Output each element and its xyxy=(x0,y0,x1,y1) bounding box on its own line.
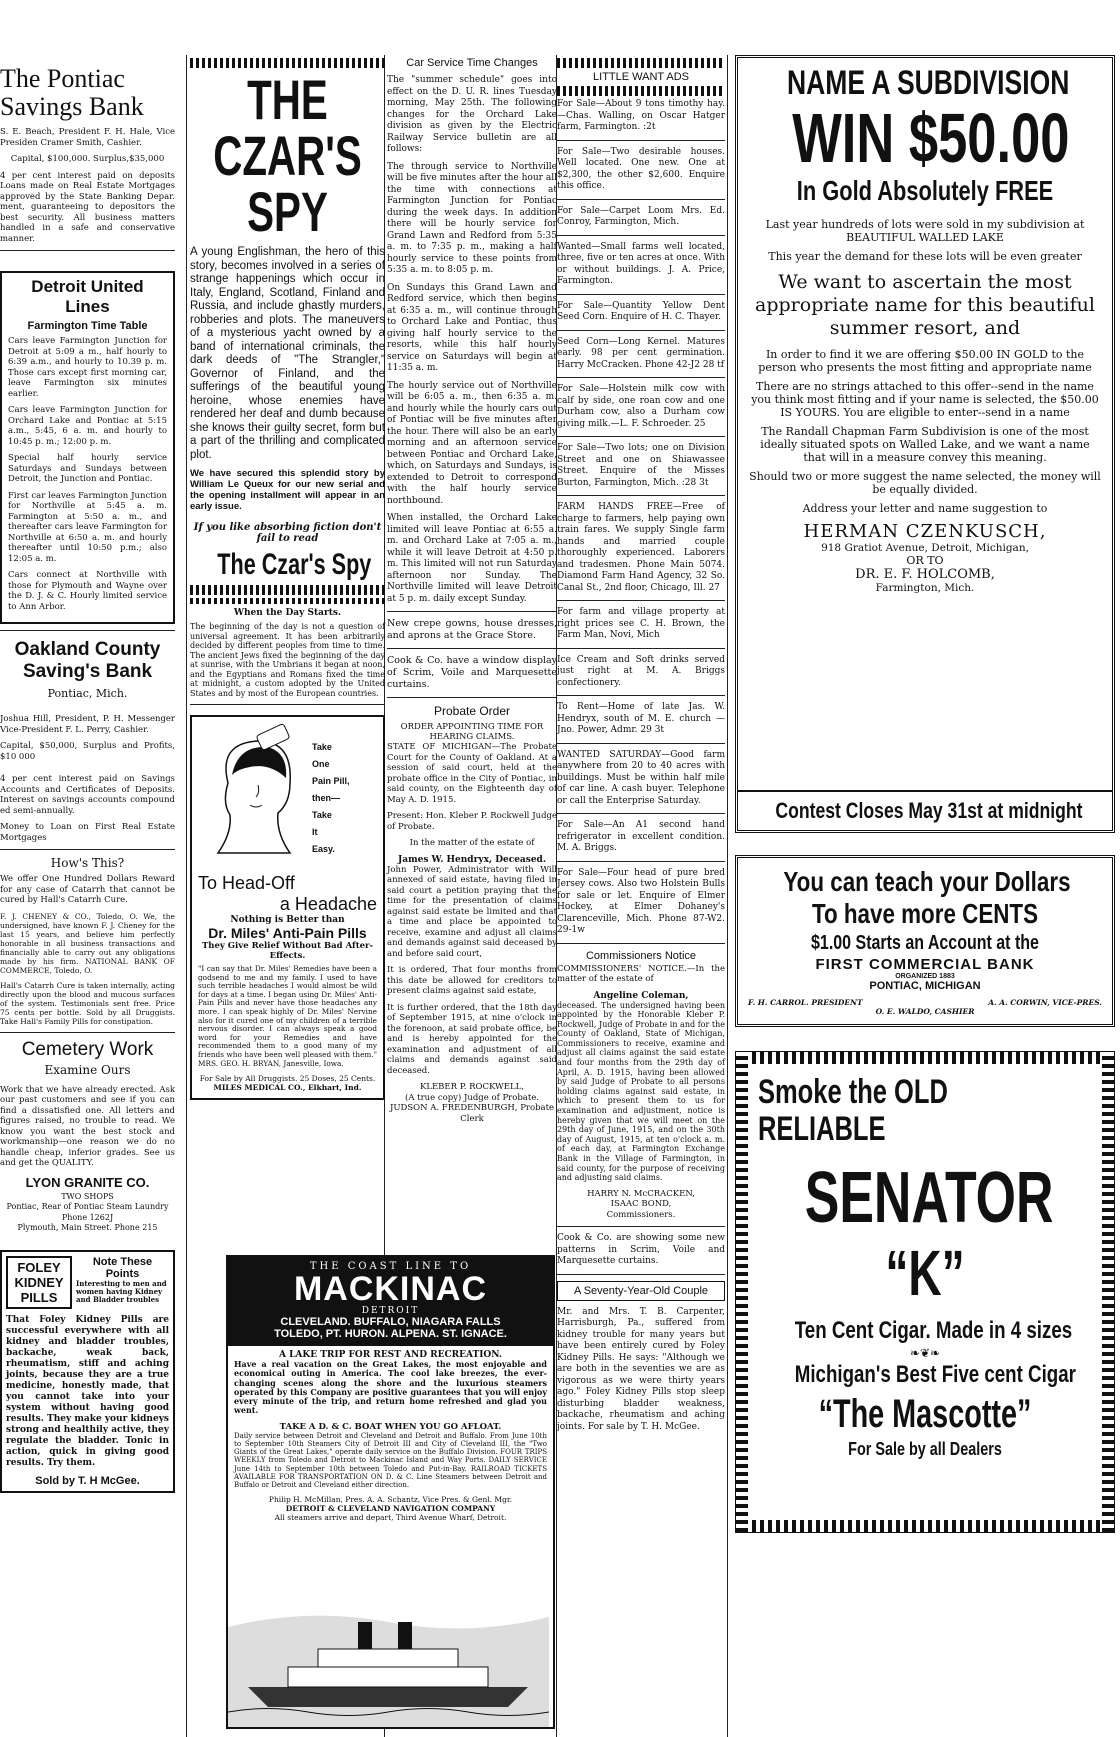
hows-this-p1: We offer One Hundred Dollars Reward for any case of Catarrh that cannot be cured by Hall's Catarrh Cure. xyxy=(0,874,175,905)
foley-note: Note These Points xyxy=(92,1255,153,1280)
want-ad: FARM HANDS FREE—Free of charge to farmers, help paying own train fares. We supply Single farm hands and married couple thoroughly experienced. Laborers and tradesmen. Phone Main 5074. Diamond Farm Hand Agency, 32 So. Canal St., 2nd floor, Chicago, Ill. 27 xyxy=(557,502,725,593)
miles-testimonial: "I can say that Dr. Miles' Remedies have been a godsend to me and my family. I used to have such terrible headaches I would almost be wild for days at a time. I began using Dr. Miles' Anti-Pain Pills and never have those headaches any more. I can speak highly of Dr. Miles' Nervine also for it cured one of my children of a terrible nervous disorder. I can always speak a good word for your Remedies and have recommended them to a good many of my friends who have been well pleased with them." MRS. GEO. H. BRYAN, Janesville, Iowa. xyxy=(198,964,377,1068)
probate-clerk: JUDSON A. FREDENBURGH, Probate Clerk xyxy=(389,1103,555,1124)
decorative-border xyxy=(557,58,725,68)
probate-p4: John Power, Administrator with Will annexed of said estate, having filed in said court a petition praying that the time for the presentation of claims against said estate be limited and that a time and place be appointed to receive, examine and adjust all claims and demands against said deceased by and before said court, xyxy=(387,864,557,959)
dul-p2: Cars leave Farmington Junction for Orchard Lake and Pontiac at 5:15 a.m., 5:45, 6 a. m. and hourly to 10:45 p. m.; 12:00 p. m. xyxy=(8,405,167,447)
cemetery-addr2: Plymouth, Main Street. Phone 215 xyxy=(17,1223,158,1232)
miles-relief: They Give Relief Without Bad After-Effects. xyxy=(201,941,374,961)
mackinac-p2: TAKE A D. & C. BOAT WHEN YOU GO AFLOAT. xyxy=(279,1421,502,1432)
want-ad: For farm and village property at right prices see C. H. Brown, the Farm Man, Novi, Mich xyxy=(557,607,725,640)
cigar-l1: Smoke the OLD xyxy=(758,1073,948,1111)
cemetery-addr1: Pontiac, Rear of Pontiac Steam Laundry Phone 1262J xyxy=(6,1202,169,1222)
sub-name: NAME A SUBDIVISION xyxy=(786,64,1070,102)
probate-caption: ORDER APPOINTING TIME FOR HEARING CLAIMS. xyxy=(400,722,544,742)
bank-body: 4 per cent interest paid on deposits Loans made on Real Estate Mortgages approved by the State Banking Depar. ment, guaranteeing to depositors the best security. All business matters handled in a safe and conservative manner. xyxy=(0,170,175,244)
fcb-l1: You can teach your Dollars xyxy=(783,866,1071,897)
side-line: Take xyxy=(312,742,332,752)
sub-close: Contest Closes May 31st at midnight xyxy=(775,798,1083,823)
mackinac-line1: CLEVELAND. BUFFALO, NIAGARA FALLS xyxy=(280,1316,501,1328)
column-1 xyxy=(0,55,175,1493)
car-p4: The hourly service out of Northville will be 6:05 a. m., then 6:35 a. m. and hourly while the hourly cars out of Pontiac will be five minutes after the hour. There will also be an early morning and an afternoon service between Pontiac and Orchard Lake, which, on Saturdays and Sundays, is extended to Detroit to correspond with the half hourly service northbound. xyxy=(387,380,557,506)
decorative-border xyxy=(557,86,725,96)
side-line: One xyxy=(312,759,330,769)
sub-p5: The Randall Chapman Farm Subdivision is one of the most ideally situated spots on Walled Lake, and we want a name that will in a measure convey this meaning. xyxy=(760,425,1090,464)
decorative-border xyxy=(736,1052,1114,1064)
probate-p1: STATE OF MICHIGAN—The Probate Court for the County of Oakland. At a session of said court, held at the probate office in the City of Pontiac, in said county, on the Eighteenth day of May A. D. 1915. xyxy=(387,742,557,805)
day-starts-article xyxy=(190,608,385,698)
woman-portrait-illustration xyxy=(198,723,308,873)
comm-sig3: Commissioners. xyxy=(606,1209,676,1220)
czar-body: A young Englishman, the hero of this story, becomes involved in a series of strange happenings which occur in Italy, England, Scotland, Finland and Russia, and include ghastly murders, robberies and plots. The maneuvers of a mysterious yacht owned by a band of international criminals, the dark deeds of "The Strangler," Governor of Finland, and the sufferings of the beautiful young heroine, whose enemies have rendered her deaf and dumb because she knows their guilty secret, form but a part of the thrilling and complicated plot. xyxy=(190,246,385,461)
want-ad: For Sale—Quantity Yellow Dent Seed Corn. Enquire of H. C. Thayer. xyxy=(557,300,725,322)
commissioners-notice xyxy=(557,950,725,1221)
want-ad: For Sale—An A1 second hand refrigerator in excellent condition. M. A. Briggs. xyxy=(557,820,725,853)
sub-p2: This year the demand for these lots will be even greater xyxy=(768,250,1082,263)
column-rule xyxy=(727,55,728,1737)
bank-name: The Pontiac Savings Bank xyxy=(0,64,144,121)
sub-or: OR TO xyxy=(906,554,944,567)
pontiac-savings-bank-ad xyxy=(0,65,175,244)
dul-title: Detroit United Lines xyxy=(31,277,144,316)
fcb-cashier: O. E. WALDO, CASHIER xyxy=(875,1007,975,1016)
miles-head2: a Headache xyxy=(279,894,377,914)
fcb-vp: A. A. CORWIN, VICE-PRES. xyxy=(988,998,1102,1007)
sub-holcomb: DR. E. F. HOLCOMB, xyxy=(855,567,995,582)
comm-p2: deceased. The undersigned having been appointed by the Honorable Kleber P. Rockwell, Judge of Probate in and for the County of Oakland, State of Michigan, Commissioners to receive, examine and adjust all claims against the said estate and four months from the 29th day of April, A. D. 1915, having been allowed by said Judge of Probate to all persons holding claims against said estate, in which to present them to us for examination and adjustment, notice is hereby given that we will meet on the 29th day of June, 1915, and on the 30th day of August, 1915, at ten o'clock a. m. of each day, at Farmington Exchange Bank in the Village of Farmington, in said county, for the purpose of receiving and adjusting said claims. xyxy=(557,1000,725,1183)
probate-p5: It is ordered, That four months from this date be allowed for creditors to present claims against said estate, xyxy=(387,965,557,996)
probate-estate: James W. Hendryx, Deceased. xyxy=(398,854,546,865)
decorative-border xyxy=(190,598,385,604)
cook-notice-1: Cook & Co. have a window display of Scrim, Voile and Marquesette curtains. xyxy=(387,655,557,690)
bank2-body: 4 per cent interest paid on Savings Accounts and Certificates of Deposits. Interest on savings accounts compound ed semi-annually. xyxy=(0,774,175,816)
cemetery-work-ad xyxy=(0,1039,175,1234)
sub-p1: Last year hundreds of lots were sold in my subdivision at BEAUTIFUL WALLED LAKE xyxy=(765,218,1085,244)
miles-side-text xyxy=(312,723,377,873)
comm-sig1: HARRY N. McCRACKEN, xyxy=(587,1188,695,1199)
cigar-mascotte: “The Mascotte” xyxy=(818,1392,1032,1436)
cigar-mich: Michigan's Best Five cent Cigar xyxy=(794,1361,1076,1388)
hows-this-p2: F. J. CHENEY & CO., Toledo, O. We, the undersigned, have known F. J. Cheney for the last 15 years, and believe him perfectly honorable in all business transactions and financially able to carry out any obligations made by his firm. NATIONAL BANK OF COMMERCE, Toledo, O. xyxy=(0,911,175,975)
cook-notice-2: Cook & Co. are showing some new patterns in Scrim, Voile and Marquesette curtains. xyxy=(557,1233,725,1267)
want-ad: Wanted—Small farms well located, three, five or ten acres at once. With or without buildings. J. A. Price, Farmington. xyxy=(557,241,725,286)
miles-anti-pain-pills-ad xyxy=(190,715,385,1100)
miles-sale: For Sale by All Druggists. 25 Doses, 25 Cents. xyxy=(199,1074,376,1084)
sub-p6: Should two or more suggest the name selected, the money will be equally divided. xyxy=(749,470,1101,496)
mackinac-co: DETROIT & CLEVELAND NAVIGATION COMPANY xyxy=(285,1504,496,1514)
cemetery-title: Cemetery Work xyxy=(21,1038,154,1060)
czars-spy-ad xyxy=(190,68,385,582)
car-service-article xyxy=(387,57,557,605)
want-ad: To Rent—Home of late Jas. W. Hendryx, south of M. E. church —Jno. Power, Admr. 29 3t xyxy=(557,702,725,735)
decorative-border xyxy=(190,58,385,68)
mackinac-name: MACKINAC xyxy=(293,1270,488,1308)
decorative-border xyxy=(736,1052,748,1532)
dul-p5: Cars connect at Northville with those for Plymouth and Wayne over the D. J. & C. Hourly limited service to Ann Arbor. xyxy=(8,570,167,612)
mackinac-ad xyxy=(226,1255,555,1729)
car-p5: When installed, the Orchard Lake limited will leave Pontiac at 6:55 a. m. and Orchard Lake at 7:05 a. m., while it will leave Detroit at 4:50 p. m. This limited will not run Saturday afternoon nor Sunday. The Northville limited will leave Detroit at 5 p. m. daily except Sunday. xyxy=(387,513,557,604)
bank-capital: Capital, $100,000. Surplus,$35,000 xyxy=(10,154,165,164)
couple-body: Mr. and Mrs. T. B. Carpenter, Harrisburgh, Pa., suffered from kidney trouble for many years but have been entirely cured by Foley Kidney Pills. He says: "Although we are both in the seventies we are as vigorous as we were thirty years ago." Foley Kidney Pills stop sleep disturbing bladder weakness, backache, rheumatism and aching joints. For sale by T. H. McGee. xyxy=(557,1306,725,1432)
decorative-border xyxy=(1102,1052,1114,1532)
probate-judge: KLEBER P. ROCKWELL, xyxy=(419,1082,524,1092)
couple-title: A Seventy-Year-Old Couple xyxy=(557,1281,725,1301)
sub-p7: Address your letter and name suggestion to xyxy=(802,502,1048,515)
lwa-title: LITTLE WANT ADS xyxy=(593,71,689,83)
subdivision-contest-ad xyxy=(735,55,1115,833)
probate-p6: It is further ordered, that the 18th day of September 1915, at nine o'clock in the forenoon, at said probate office, be and is hereby appointed for the examination and adjustment of all claims and demands against said deceased. xyxy=(387,1002,557,1076)
mackinac-city: DETROIT xyxy=(361,1306,420,1316)
mackinac-p4: Philip H. McMillan, Pres. A. A. Schantz, Vice Pres. & Genl. Mgr. xyxy=(268,1495,513,1505)
bank2-city: Pontiac, Mich. xyxy=(47,687,128,700)
sub-p4: There are no strings attached to this offer--send in the name you think most fitting and if your name is selected, the $50.00 IS YOURS. You are eligible to enter--send in a name xyxy=(751,380,1099,419)
bank2-capital: Capital, $50,000, Surplus and Profits, $10 000 xyxy=(0,741,175,762)
crepe-notice: New crepe gowns, house dresses, and aprons at the Grace Store. xyxy=(387,618,557,641)
mackinac-p5: All steamers arrive and depart, Third Avenue Wharf, Detroit. xyxy=(274,1513,507,1523)
sub-gold: In Gold Absolutely FREE xyxy=(796,175,1054,206)
sub-big: We want to ascertain the most appropriate name for this beautiful summer resort, and xyxy=(755,271,1095,339)
fcb-l3: $1.00 Starts an Account at the xyxy=(811,932,1039,954)
want-ad: For Sale—Holstein milk cow with calf by side, one roan cow and one Durham cow, also a Durham cow giving milk.—L. F. Schroeder. 25 xyxy=(557,384,725,429)
sub-herman: HERMAN CZENKUSCH, xyxy=(803,521,1047,542)
steamer-illustration xyxy=(228,1587,549,1727)
sub-win: WIN $50.00 xyxy=(792,99,1070,177)
flourish-icon: ❧❦❧ xyxy=(909,1346,941,1360)
comm-title: Commissioners Notice xyxy=(585,949,697,962)
want-ad: Seed Corn—Long Kernel. Matures early. 98 per cent germination. Harry McCracken. Phone 42-J2 28 tf xyxy=(557,336,725,370)
want-ad: WANTED SATURDAY—Good farm anywhere from 20 to 40 acres with buildings. Must be within half mile of car line. A cash buyer. Telephone or call the Enterprise Saturday. xyxy=(557,749,725,806)
cemetery-shops: TWO SHOPS xyxy=(61,1191,114,1201)
dul-subtitle: Farmington Time Table xyxy=(27,320,148,332)
first-commercial-bank-ad xyxy=(735,855,1115,1027)
probate-p2: Present: Hon. Kleber P. Rockwell Judge of Probate. xyxy=(387,811,557,832)
sub-haddr: 918 Gratiot Avenue, Detroit, Michigan, xyxy=(821,542,1029,554)
miles-product: Dr. Miles' Anti-Pain Pills xyxy=(208,925,367,941)
car-title: Car Service Time Changes xyxy=(406,57,538,69)
hows-this-p3: Hall's Catarrh Cure is taken internally, acting directly upon the blood and mucous surfaces of the system. Testimonials sent free. Price 75 cents per bottle. Sold by all Druggists. Take Hall's Family Pills for constipation. xyxy=(0,980,175,1026)
side-line: Take xyxy=(312,810,332,820)
side-line: Easy. xyxy=(312,844,335,854)
comm-sig2: ISAAC BOND, xyxy=(610,1199,672,1210)
cemetery-firm: LYON GRANITE CO. xyxy=(25,1174,150,1190)
hows-this-ad xyxy=(0,856,175,1026)
column-4 xyxy=(557,55,725,1439)
fcb-bank: FIRST COMMERCIAL BANK xyxy=(815,956,1035,973)
sub-p3: In order to find it we are offering $50.00 IN GOLD to the person who presents the most fitting and appropriate name xyxy=(758,348,1092,374)
column-5 xyxy=(735,55,1115,1533)
want-ad: For Sale—Two desirable houses. Well located. One new. One at $2,300, the other $2,600. Enquire this office. xyxy=(557,146,725,191)
car-p1: The "summer schedule" goes into effect on the D. U. R. lines Tuesday morning, May 25th. The following changes for the Orchard Lake division as given by the Electric Railway Service bulletin are all follows: xyxy=(387,75,557,154)
miles-maker: MILES MEDICAL CO., Elkhart, Ind. xyxy=(213,1083,362,1093)
mackinac-banner xyxy=(228,1257,553,1346)
want-ad: For Sale—About 9 tons timothy hay.—Chas. Walling, on Oscar Hatger farm, Farmington. :2t xyxy=(557,99,725,132)
side-line: It xyxy=(312,827,318,837)
mackinac-line2: TOLEDO, PT. HURON. ALPENA. ST. IGNACE. xyxy=(274,1328,507,1340)
oakland-county-bank-ad xyxy=(0,639,175,843)
probate-copy: (A true copy) Judge of Probate. xyxy=(405,1092,539,1103)
czar-tagline: If you like absorbing fiction don't fail to read xyxy=(193,522,382,544)
foley-logo: FOLEY KIDNEY PILLS xyxy=(6,1256,72,1309)
bank2-officers: Joshua Hill, President, P. H. Messenger Vice-President F. L. Perry, Cashier. xyxy=(0,714,175,735)
mackinac-sub: A LAKE TRIP FOR REST AND RECREATION. xyxy=(278,1350,503,1360)
want-ad: For Sale—Four head of pure bred Jersey cows. Also two Holstein Bulls for sale or let. Enquire of Elmer Hockey, at Elmer Dohaney's Clarenceville, Mich. Phone 87-W2. 29-1w xyxy=(557,867,725,935)
side-line: Pain Pill, xyxy=(312,776,350,786)
czar-footer-title: The Czar's Spy xyxy=(217,548,372,581)
mackinac-top: THE COAST LINE TO xyxy=(309,1261,472,1272)
want-ad: Ice Cream and Soft drinks served just right at M. A. Briggs confectionery. xyxy=(557,654,725,688)
foley-kidney-pills-ad xyxy=(0,1250,175,1493)
hows-this-title: How's This? xyxy=(50,856,125,870)
foley-sold: Sold by T. H McGee. xyxy=(35,1474,140,1487)
car-p3: On Sundays this Grand Lawn and Redford service, which then begins at 6:35 a. m., will continue through to Orchard Lake and Pontiac, thus giving half hourly service to the resorts, while this half hourly service on Saturdays will begin at 11:35 a. m. xyxy=(387,282,557,373)
cemetery-body: Work that we have already erected. Ask our past customers and see if you can find a dissatisfied one. All letters and figures raised, no trouble to read. We know you want the best stock and workmanship—one reason we do no handle cheap, inferior grades. See us and get the QUALITY. xyxy=(0,1084,175,1168)
dul-p1: Cars leave Farmington Junction for Detroit at 5:09 a m., half hourly to 6:39 a.m., and hourly to 10.39 p. m. Those cars except first morning car, leave Farmington six minutes earlier. xyxy=(8,336,167,399)
want-ad: For Sale—Carpet Loom Mrs. Ed. Conroy, Farmington, Mich. xyxy=(557,205,725,227)
foley-body: That Foley Kidney Pills are successful everywhere with all kidney and bladder troubles, backache, weak back, rheumatism, stiff and aching joints, because they are a true medicine, honestly made, that you cannot take into your system without having good results. They make your kidneys strong and healthily active, they regulate the bladder. Tonic in action, quick in giving good results. Try them. xyxy=(6,1314,169,1468)
detroit-united-lines-ad xyxy=(0,271,175,624)
cigar-l2: RELIABLE xyxy=(758,1110,886,1148)
cigar-ten: Ten Cent Cigar. Made in 4 sizes xyxy=(794,1317,1073,1344)
dul-p3: Special half hourly service Saturdays and Sundays between Detroit, the Junction and Pontiac. xyxy=(8,453,167,484)
senator-cigar-ad xyxy=(735,1051,1115,1533)
column-3 xyxy=(387,55,557,1124)
fcb-city: PONTIAC, MICHIGAN xyxy=(869,980,981,992)
want-ad: For Sale—Two lots; one on Division Street and one on Shiawassee Street. Enquire of the Misses Burton, Farmington, Mich. :28 3t xyxy=(557,443,725,488)
decorative-border xyxy=(190,585,385,595)
probate-title: Probate Order xyxy=(433,704,511,718)
fcb-l2: To have more CENTS xyxy=(811,898,1039,929)
day-title: When the Day Starts. xyxy=(233,608,342,618)
mackinac-p1: Have a real vacation on the Great Lakes, the most enjoyable and economical outing in America. The cool lake breezes, the ever-changing scenes along the shore and the luxurious steamers operated by this Company are positive guarantees that you will enjoy every minute of the trip, and return home refreshed and glad you went. xyxy=(234,1359,547,1416)
sub-hcity: Farmington, Mich. xyxy=(875,582,975,594)
comm-estate: Angeline Coleman, xyxy=(593,990,689,1001)
cemetery-sub: Examine Ours xyxy=(44,1062,131,1077)
day-body: The beginning of the day is not a question of universal agreement. It has been arbitrarily decided by different peoples from time to time. The ancient Jews fixed the beginning of the day at sunrise, with the Umbrians it began at noon, and the Egyptians and Romans fixed the time at midnight, a custom adopted by the United States and by most of the European countries. xyxy=(190,622,385,698)
mackinac-p3: Daily service between Detroit and Cleveland and Detroit and Buffalo. From June 10th to September 10th Steamers City of Detroit III and City of Cleveland III, the "Two Giants of the Great Lakes," operate daily service on the Buffalo Division. FOUR TRIPS WEEKLY from Toledo and Detroit to Mackinac Island and Way Ports. DAILY SERVICE June 14th to September 10th between Toledo and Put-in-Bay. RAILROAD TICKETS AVAILABLE FOR TRANSPORTATION ON D. & C. Line Steamers between Detroit and Buffalo or Detroit and Cleveland either direction. xyxy=(234,1431,547,1489)
side-line: then— xyxy=(312,793,340,803)
bank2-name: Oakland County Saving's Bank xyxy=(14,639,161,682)
czar-title: THE CZAR'S SPY xyxy=(213,68,362,243)
car-p2: The through service to Northville will be five minutes after the hour all the time with connections at Farmington Junction for Pontiac during the week days. In addition there will be hourly service for Grand Lawn and Redford from 5:35 a. m. to 7:35 p. m., making a half hourly service to these points from 5:35 a. m. to 8:05 p. m. xyxy=(387,161,557,275)
cigar-k: “K” xyxy=(885,1237,965,1309)
comm-p1: COMMISSIONERS' NOTICE.—In the matter of the estate of xyxy=(557,963,725,984)
cigar-senator: SENATOR xyxy=(804,1158,1054,1238)
miles-head1: To Head-Off xyxy=(198,873,295,893)
czar-secured: We have secured this splendid story by William Le Queux for our new serial and the opening installment will appear in an early issue. xyxy=(190,468,385,512)
dul-p4: First car leaves Farmington Junction for Northville at 5:45 a. m. Farmington at 5:50 a. m., and thereafter cars leave Farmington for Northville at 6:50 a. m. and hourly thereafter until 10:50 p.m.; also 12:05 a. m. xyxy=(8,490,167,564)
fcb-org: ORGANIZED 1883 xyxy=(895,973,955,980)
probate-p3: In the matter of the estate of xyxy=(409,838,535,848)
foley-note-sub: Interesting to men and women having Kidney and Bladder troubles xyxy=(76,1278,167,1304)
column-2 xyxy=(190,55,385,1100)
fcb-pres: F. H. CARROL. PRESIDENT xyxy=(748,998,863,1007)
probate-order xyxy=(387,704,557,1124)
cigar-sale: For Sale by all Dealers xyxy=(848,1439,1002,1459)
bank-officers: S. E. Beach, President F. H. Hale, Vice Presiden Cramer Smith, Cashier. xyxy=(0,127,175,148)
column-rule xyxy=(186,55,187,1737)
little-want-ads xyxy=(557,99,725,937)
miles-nothing: Nothing is Better than xyxy=(230,915,345,925)
bank2-loans: Money to Loan on First Real Estate Mortgages xyxy=(0,822,175,843)
decorative-border xyxy=(736,1520,1114,1532)
